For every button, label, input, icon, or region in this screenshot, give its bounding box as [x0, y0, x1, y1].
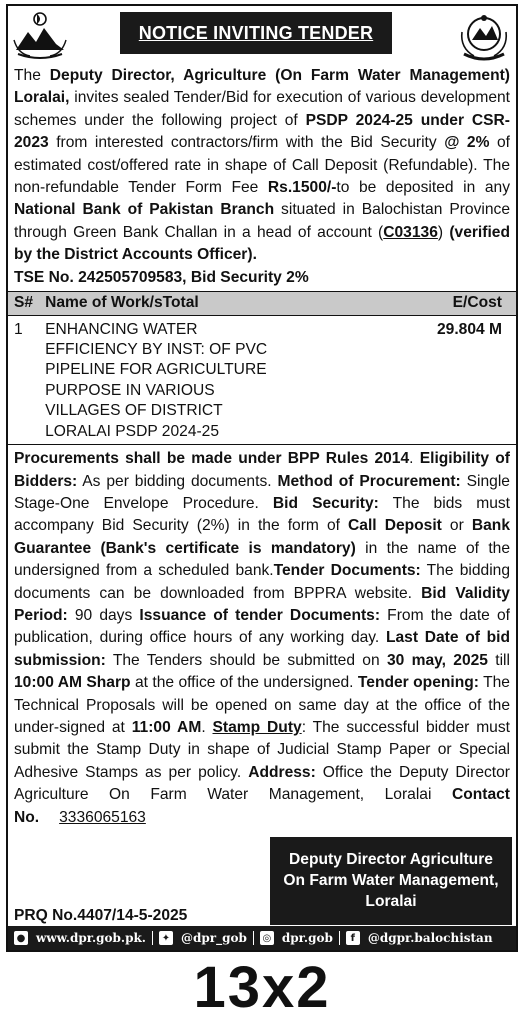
- prq-number: PRQ No.4407/14-5-2025: [14, 907, 188, 924]
- terms-emphasis: Call Deposit: [348, 517, 442, 535]
- twitter-handle[interactable]: @dpr_gob: [181, 931, 247, 945]
- intro-verified: (verified by the District Accounts Officer).: [14, 223, 510, 264]
- terms-heading: Tender Documents:: [273, 562, 421, 580]
- terms-text: The Tenders should be submitted on: [105, 651, 387, 669]
- tse-number: TSE No. 242505709583, Bid Security 2%: [14, 268, 309, 286]
- intro-head-of-account: C03136: [383, 223, 438, 241]
- signature-block: [270, 837, 512, 925]
- terms-heading: Bid Validity Period:: [14, 584, 510, 624]
- intro-text: invites sealed Tender/Bid for execution of various development schemes under the following project of: [14, 89, 510, 129]
- terms-emphasis: Bank Guarantee (Bank's certificate is mandatory): [14, 517, 511, 557]
- intro-bank: National Bank of Pakistan Branch: [14, 201, 275, 219]
- terms-text: till: [487, 651, 510, 669]
- ad-size-label: 13x2: [193, 955, 331, 1020]
- signature-line: On Farm Water Management,: [283, 872, 499, 889]
- intro-text: ): [437, 223, 450, 241]
- terms-text: .: [201, 718, 213, 736]
- intro-text: from interested contractors/firm with the Bid Security: [48, 134, 445, 152]
- notice-header: [8, 6, 516, 66]
- intro-office: Deputy Director, Agriculture (On Farm Water Management) Loralai,: [14, 67, 510, 107]
- signature-line: Loralai: [365, 893, 417, 910]
- intro-text: of estimated cost/offered rate in shape of Call Deposit (Refundable). The non-refundable Tender Form Fee: [14, 134, 510, 197]
- terms-text: From the date of publication, during office hours of any working day.: [14, 606, 510, 647]
- col-cost: E/Cost: [406, 291, 516, 315]
- terms-heading: Last Date of bid submission:: [14, 629, 511, 669]
- instagram-icon: ◎: [260, 931, 274, 945]
- terms-text: As per bidding documents.: [77, 472, 278, 490]
- signature-line: Deputy Director Agriculture: [289, 851, 493, 868]
- row-name: ENHANCING WATER EFFICIENCY BY INST: OF PVC PIPELINE FOR AGRICULTURE PURPOSE IN VARIOUS VILLAGES OF DISTRICT LORALAI PSDP 2024-25: [39, 315, 406, 444]
- terms-emphasis: 11:00 AM: [131, 718, 202, 736]
- terms-text: The bidding documents can be downloaded from BPPRA website.: [14, 562, 510, 602]
- intro-security: @ 2%: [444, 134, 490, 152]
- terms-heading: Contact No.: [14, 786, 510, 826]
- notice-title: NOTICE INVITING TENDER: [138, 22, 374, 43]
- terms-emphasis: 30 may, 2025: [386, 651, 488, 669]
- tender-notice: [6, 4, 518, 952]
- facebook-handle[interactable]: @dgpr.balochistan: [367, 931, 493, 945]
- terms-rules: Procurements shall be made under BPP Rules 2014: [14, 450, 410, 468]
- terms-emphasis: 10:00 AM Sharp: [14, 674, 131, 692]
- terms-text: at the office of the undersigned.: [130, 674, 358, 692]
- works-table: [8, 291, 516, 445]
- intro-text: situated in Balochistan Province through Green Bank Challan in a head of account (: [14, 201, 510, 241]
- balochistan-govt-emblem-icon: [12, 10, 68, 62]
- divider: [339, 931, 340, 945]
- notice-footer: [8, 829, 516, 929]
- terms-text: The bids must accompany Bid Security (2%) in the form of: [14, 494, 511, 535]
- agriculture-dept-emblem-icon: [456, 10, 512, 62]
- notice-title-box: [120, 12, 392, 54]
- facebook-icon: f: [346, 931, 360, 945]
- terms-text: or: [441, 517, 472, 535]
- terms-text: .: [409, 450, 420, 468]
- intro-text: to be deposited in any: [336, 179, 510, 197]
- terms-paragraph: [8, 445, 516, 829]
- terms-text: : The successful bidder must submit the Stamp Duty in shape of Judicial Stamp Paper or Special Adhesive Stamps as per policy.: [14, 718, 510, 781]
- terms-text: Office the Deputy Director Agriculture On Farm Water Management, Loralai: [14, 763, 510, 804]
- row-sn: 1: [8, 315, 39, 444]
- divider: [253, 931, 254, 945]
- globe-icon: ●: [14, 931, 28, 945]
- table-row: [8, 315, 516, 444]
- intro-project: PSDP 2024-25 under CSR-2023: [14, 111, 510, 152]
- terms-heading: Method of Procurement:: [277, 472, 461, 490]
- social-bar: [8, 926, 516, 950]
- col-name: Name of Work/sTotal: [39, 291, 406, 315]
- terms-heading: Tender opening:: [357, 674, 479, 692]
- terms-text: 90 days: [67, 606, 140, 624]
- terms-text: Single Stage-One Envelope Procedure.: [14, 472, 510, 512]
- terms-heading: Issuance of tender Documents:: [139, 606, 381, 624]
- col-sn: S#: [8, 291, 39, 315]
- terms-text: The Technical Proposals will be opened on same day at the office of the under-signed at: [14, 674, 510, 736]
- intro-text: The: [14, 67, 50, 84]
- terms-heading: Address:: [248, 763, 316, 781]
- intro-paragraph: [8, 65, 516, 267]
- terms-heading: Stamp Duty: [212, 718, 302, 736]
- divider: [152, 931, 153, 945]
- intro-fee: Rs.1500/-: [267, 179, 337, 197]
- website-link[interactable]: www.dpr.gob.pk.: [36, 931, 146, 945]
- row-cost: 29.804 M: [406, 315, 516, 444]
- terms-heading: Eligibility of Bidders:: [14, 450, 510, 490]
- instagram-handle[interactable]: dpr.gob: [281, 931, 333, 945]
- twitter-icon: ✦: [159, 931, 173, 945]
- terms-text: in the name of the undersigned from a scheduled bank.: [14, 539, 510, 580]
- terms-heading: Bid Security:: [272, 494, 379, 512]
- works-table-header: [8, 291, 516, 315]
- contact-number: 3336065163: [59, 808, 146, 826]
